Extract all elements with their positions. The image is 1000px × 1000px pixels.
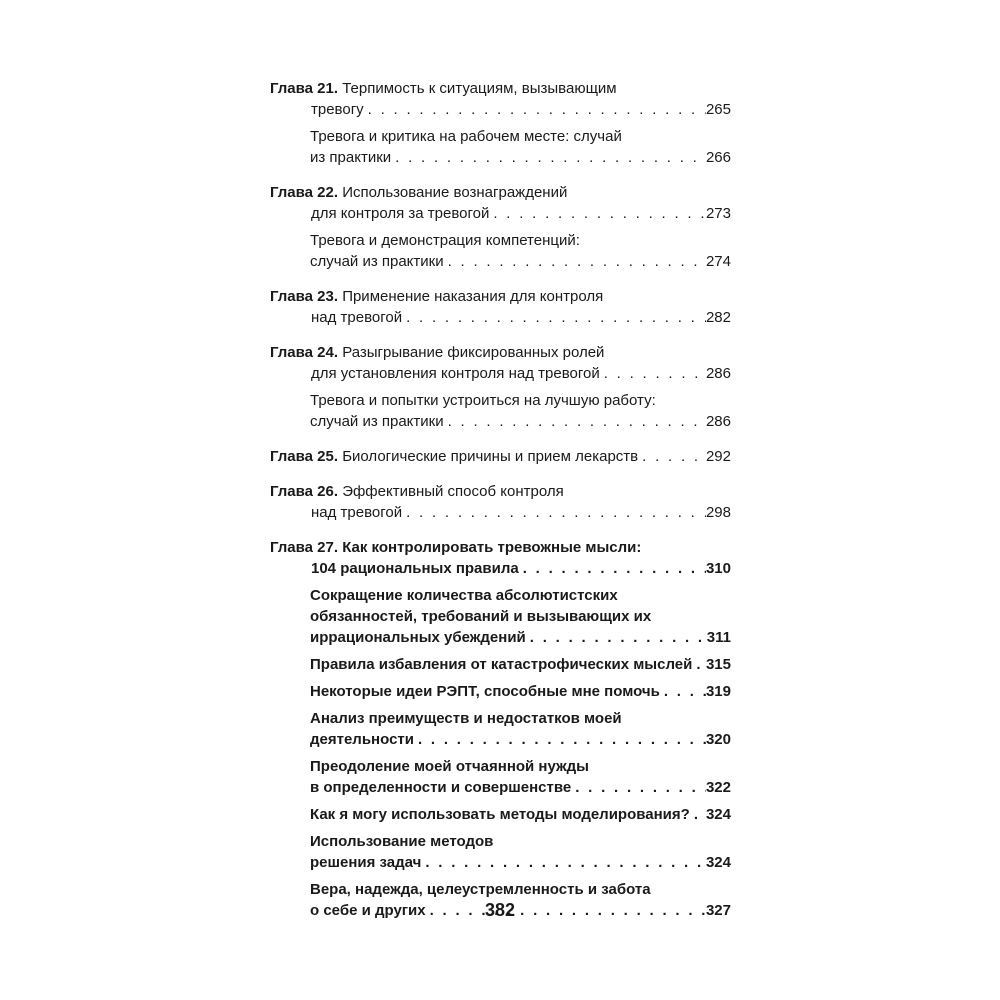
section-entry <box>270 390 731 432</box>
chapter-title-line <box>270 502 731 523</box>
chapter-title: Терпимость к ситуациям, вызывающим <box>342 80 617 97</box>
section-title: Тревога и критика на рабочем месте: случай <box>310 128 622 145</box>
section-title-line <box>270 777 731 798</box>
chapter-title-line <box>270 307 731 328</box>
chapter-label: Глава 25. <box>270 448 339 465</box>
section-title: иррациональных убеждений <box>310 629 526 646</box>
dot-leader <box>444 251 706 272</box>
chapter-title-line <box>270 99 731 120</box>
chapter-title: для установления контроля над тревогой <box>311 365 600 382</box>
chapter-label: Глава 26. <box>270 483 339 500</box>
page-number: 382 <box>484 900 516 920</box>
dot-leader <box>444 411 706 432</box>
dot-leader <box>660 681 706 702</box>
section-title-line <box>270 411 731 432</box>
dot-leader <box>600 363 706 384</box>
chapter-title-line <box>270 78 731 99</box>
chapter-title-line <box>270 558 731 579</box>
chapter-title-line <box>270 481 731 502</box>
page-ref: 274 <box>705 253 731 270</box>
section-title-line <box>270 852 731 873</box>
chapter-title: над тревогой <box>311 504 403 521</box>
dot-leader <box>692 654 706 675</box>
section-title-line <box>270 756 731 777</box>
section-entry <box>270 831 731 873</box>
chapter-title-text <box>270 80 617 97</box>
section-title: Некоторые идеи РЭПТ, способные мне помочь <box>310 683 660 700</box>
page-ref: 310 <box>705 560 731 577</box>
page-ref: 324 <box>705 806 731 823</box>
section-title: случай из практики <box>310 413 444 430</box>
section-entry <box>270 708 731 750</box>
page-ref: 320 <box>705 731 731 748</box>
page-ref: 324 <box>705 854 731 871</box>
section-title-line <box>270 585 731 606</box>
page-ref: 311 <box>706 629 731 646</box>
section-entry <box>270 585 731 648</box>
chapter-title: над тревогой <box>311 309 403 326</box>
chapter-title: Применение наказания для контроля <box>342 288 604 305</box>
page-ref: 266 <box>705 149 731 166</box>
chapter-title-text <box>270 539 641 556</box>
page-ref: 327 <box>705 902 731 919</box>
section-title: случай из практики <box>310 253 444 270</box>
chapter-title: тревогу <box>311 101 364 118</box>
chapter-title: Как контролировать тревожные мысли: <box>342 539 642 556</box>
section-entry <box>270 804 731 825</box>
chapter-title-line <box>270 446 731 467</box>
page-ref: 265 <box>705 101 731 118</box>
dot-leader <box>519 558 706 579</box>
page-ref: 286 <box>705 365 731 382</box>
section-title-line <box>270 147 731 168</box>
page-ref: 282 <box>705 309 731 326</box>
chapter-title: Разыгрывание фиксированных ролей <box>342 344 605 361</box>
section-title-line <box>270 831 731 852</box>
chapter-title-text <box>270 288 603 305</box>
chapter-entry <box>270 286 731 328</box>
chapter-entry <box>270 537 731 921</box>
section-title: Как я могу использовать методы моделирования? <box>310 806 690 823</box>
dot-leader <box>391 147 706 168</box>
section-title: обязанностей, требований и вызывающих их <box>310 608 652 625</box>
section-entry <box>270 654 731 675</box>
section-title-line <box>270 390 731 411</box>
chapter-label: Глава 24. <box>270 344 339 361</box>
page-ref: 286 <box>705 413 731 430</box>
chapter-entry <box>270 481 731 523</box>
chapter-label: Глава 21. <box>270 80 339 97</box>
page-ref: 292 <box>705 448 731 465</box>
dot-leader <box>526 627 707 648</box>
dot-leader <box>414 729 706 750</box>
section-title-line <box>270 879 731 900</box>
section-title: решения задач <box>310 854 422 871</box>
section-entry <box>270 230 731 272</box>
chapter-title: Эффективный способ контроля <box>342 483 564 500</box>
dot-leader <box>402 307 706 328</box>
chapter-title-line <box>270 286 731 307</box>
chapter-title-line <box>270 363 731 384</box>
section-title: Правила избавления от катастрофических мыслей <box>310 656 693 673</box>
section-entry <box>270 681 731 702</box>
chapter-entry <box>270 446 731 467</box>
section-title: Вера, надежда, целеустремленность и забота <box>310 881 651 898</box>
chapter-title-text <box>270 446 638 467</box>
section-title: Анализ преимуществ и недостатков моей <box>310 710 622 727</box>
section-title-line <box>270 708 731 729</box>
chapter-title-text <box>270 184 567 201</box>
chapter-title-line <box>270 203 731 224</box>
dot-leader <box>402 502 706 523</box>
chapter-title-text <box>270 483 564 500</box>
section-title: о себе и других <box>310 902 426 919</box>
chapter-title-text <box>270 344 604 361</box>
dot-leader <box>489 203 706 224</box>
section-title: Тревога и попытки устроиться на лучшую работу: <box>310 392 656 409</box>
section-entry <box>270 126 731 168</box>
page-ref: 322 <box>705 779 731 796</box>
section-title: из практики <box>310 149 392 166</box>
chapter-title: Биологические причины и прием лекарств <box>342 448 639 465</box>
chapter-title-line <box>270 342 731 363</box>
section-title: Преодоление моей отчаянной нужды <box>310 758 589 775</box>
page-ref: 298 <box>705 504 731 521</box>
page-ref: 273 <box>705 205 731 222</box>
page-ref: 315 <box>705 656 731 673</box>
section-title-line <box>270 606 731 627</box>
section-title-line <box>270 681 731 702</box>
dot-leader <box>571 777 706 798</box>
chapter-title-line <box>270 537 731 558</box>
page-ref: 319 <box>705 683 731 700</box>
chapter-entry <box>270 78 731 168</box>
section-title: в определенности и совершенстве <box>310 779 572 796</box>
section-title-line <box>270 627 731 648</box>
chapter-entry <box>270 342 731 432</box>
section-title-line <box>270 251 731 272</box>
section-title: Сокращение количества абсолютистских <box>310 587 618 604</box>
dot-leader <box>690 804 706 825</box>
dot-leader <box>364 99 706 120</box>
chapter-label: Глава 27. <box>270 539 339 556</box>
chapter-title-line <box>270 182 731 203</box>
chapter-entry <box>270 182 731 272</box>
section-title-line <box>270 126 731 147</box>
section-title-line <box>270 804 731 825</box>
section-title: Тревога и демонстрация компетенций: <box>310 232 580 249</box>
section-entry <box>270 756 731 798</box>
section-title-line <box>270 230 731 251</box>
dot-leader <box>421 852 706 873</box>
chapter-label: Глава 22. <box>270 184 339 201</box>
section-title: деятельности <box>310 731 414 748</box>
chapter-title: 104 рациональных правила <box>311 560 519 577</box>
dot-leader <box>638 446 706 467</box>
section-title: Использование методов <box>310 833 494 850</box>
table-of-contents <box>270 78 731 935</box>
section-title-line <box>270 729 731 750</box>
section-title-line <box>270 654 731 675</box>
chapter-title: для контроля за тревогой <box>311 205 490 222</box>
chapter-title: Использование вознаграждений <box>342 184 568 201</box>
chapter-label: Глава 23. <box>270 288 339 305</box>
